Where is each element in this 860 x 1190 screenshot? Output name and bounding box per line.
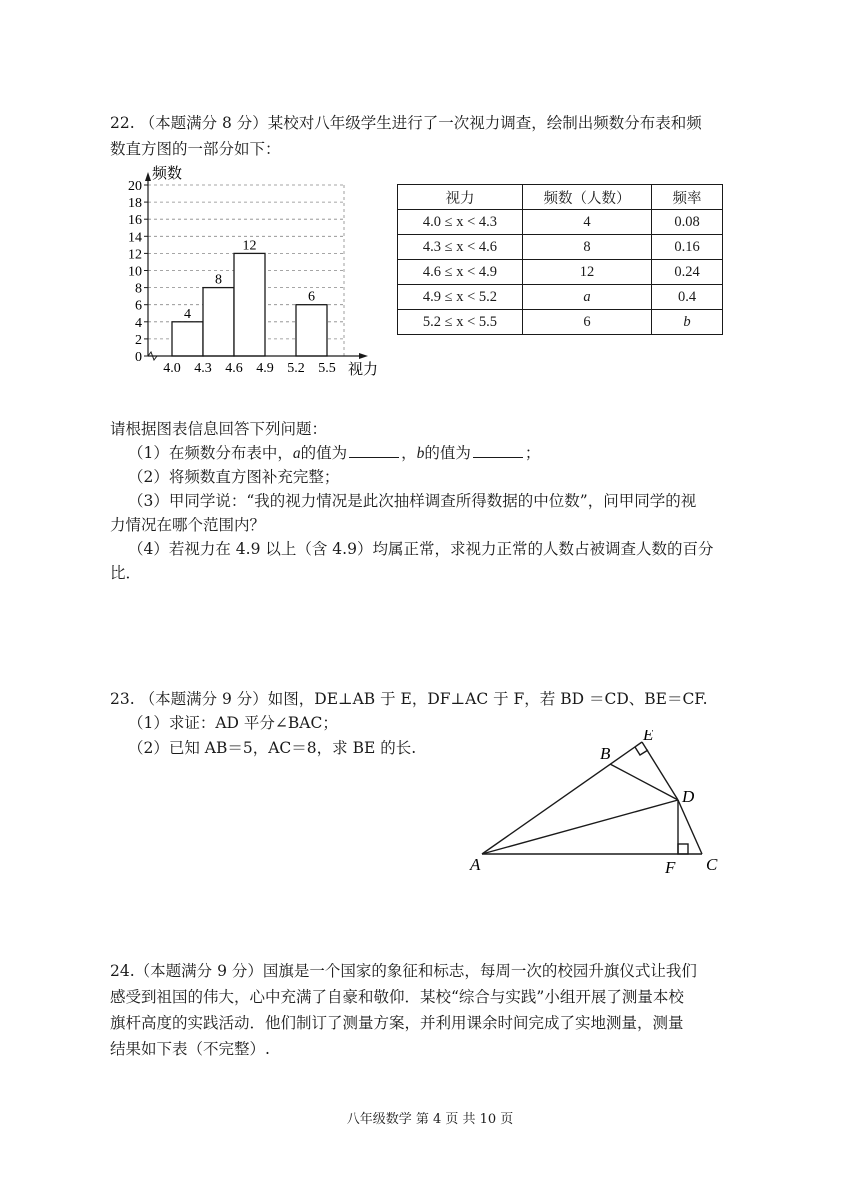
table-cell: a [523, 285, 652, 310]
histogram-bar [234, 253, 265, 356]
geometry-figure [462, 730, 732, 880]
table-cell: 4.3 ≤ x < 4.6 [398, 235, 523, 260]
x-tick-label: 4.9 [256, 361, 274, 376]
q22-line-1: 22. （本题满分 8 分）某校对八年级学生进行了一次视力调查，绘制出频数分布表和频 [110, 114, 702, 132]
q22-part-1-text: 的值为 [300, 444, 348, 462]
y-tick-label: 10 [128, 264, 142, 280]
table-row [398, 285, 723, 310]
variable-a: a [292, 445, 301, 462]
q22-part-1-text: 的值为 [424, 444, 471, 462]
q23-part-1: （1）求证：AD 平分∠BAC； [128, 714, 338, 732]
table-cell: 5.2 ≤ x < 5.5 [398, 310, 523, 335]
table-header-cell: 频率 [652, 185, 723, 210]
q22-part-3-line-1: （3）甲同学说：“我的视力情况是此次抽样调查所得数据的中位数”，问甲同学的视 [128, 492, 697, 510]
table-cell: 4.0 ≤ x < 4.3 [398, 210, 523, 235]
table-cell: 4.6 ≤ x < 4.9 [398, 260, 523, 285]
table-cell: b [652, 310, 723, 335]
histogram-bars [172, 253, 327, 356]
frequency-histogram [110, 160, 400, 390]
table-row [398, 260, 723, 285]
bar-data-label: 8 [215, 272, 222, 288]
x-tick-label: 4.6 [225, 361, 243, 376]
frequency-table [397, 184, 723, 335]
q22-part-1-text: ； [524, 444, 541, 462]
segment-ae [482, 742, 642, 854]
q22-part-4-line-1: （4）若视力在 4.9 以上（含 4.9）均属正常，求视力正常的人数占被调查人数的百分 [128, 540, 714, 558]
point-label-e: E [643, 730, 654, 744]
q22-part-4-line-2: 比． [110, 564, 142, 582]
x-tick-label: 5.2 [287, 361, 305, 376]
histogram-bar [203, 288, 234, 356]
point-label-b: B [600, 744, 611, 763]
x-tick-label: 5.5 [318, 361, 336, 376]
segment-bd [610, 764, 678, 800]
variable-b: b [416, 445, 425, 462]
y-tick-label: 6 [135, 298, 142, 314]
q22-part-2: （2）将频数直方图补充完整； [128, 468, 340, 486]
y-tick-label: 8 [135, 281, 142, 297]
q24-line-2: 感受到祖国的伟大，心中充满了自豪和敬仰．某校“综合与实践”小组开展了测量本校 [110, 988, 684, 1006]
table-cell: 6 [523, 310, 652, 335]
y-tick-label: 18 [128, 196, 142, 212]
point-label-f: F [665, 858, 676, 877]
q24-line-1: 24.（本题满分 9 分）国旗是一个国家的象征和标志，每周一次的校园升旗仪式让我们 [110, 962, 697, 980]
table-cell: 0.16 [652, 235, 723, 260]
y-tick-label: 14 [128, 230, 142, 246]
histogram-x-axis-label: 视力 [348, 362, 379, 378]
x-tick-label: 4.3 [194, 361, 212, 376]
y-tick-label: 20 [128, 179, 142, 194]
q22-prompt: 请根据图表信息回答下列问题： [110, 420, 328, 438]
histogram-y-axis-label: 频数 [152, 166, 183, 182]
y-tick-label: 12 [128, 247, 142, 263]
q23-line-1: 23. （本题满分 9 分）如图，DE⊥AB 于 E，DF⊥AC 于 F，若 BD ＝CD、BE＝CF. [110, 690, 708, 708]
table-header-row [398, 185, 723, 210]
q22-part-3-line-2: 力情况在哪个范围内？ [110, 516, 266, 534]
q24-line-4: 结果如下表（不完整）. [110, 1040, 270, 1058]
y-tick-label: 0 [135, 350, 142, 365]
bar-data-label: 12 [242, 238, 257, 254]
histogram-bar [296, 305, 327, 356]
bar-data-label: 4 [184, 306, 191, 322]
table-cell: 0.4 [652, 285, 723, 310]
q24-line-3: 旗杆高度的实践活动．他们制订了测量方案，并利用课余时间完成了实地测量，测量 [110, 1014, 684, 1032]
y-tick-label: 2 [135, 332, 142, 348]
q22-part-1 [128, 442, 540, 465]
y-tick-label: 4 [135, 315, 142, 331]
segment-ad [482, 800, 678, 854]
answer-blank-b [473, 443, 523, 458]
q22-part-1-text: ， [401, 444, 417, 462]
q23-part-2: （2）已知 AB＝5，AC＝8，求 BE 的长. [128, 739, 417, 757]
page-footer: 八年级数学 第 4 页 共 10 页 [346, 1112, 514, 1127]
histogram-bar [172, 322, 203, 356]
table-row [398, 310, 723, 335]
table-cell: 4.9 ≤ x < 5.2 [398, 285, 523, 310]
x-tick-label: 4.0 [163, 361, 181, 376]
y-tick-label: 16 [128, 213, 142, 229]
q22-part-1-text: （1）在频数分布表中， [128, 444, 293, 462]
answer-blank-a [349, 443, 399, 458]
point-label-d: D [682, 787, 695, 806]
segment-dc [678, 800, 702, 854]
point-label-a: A [470, 855, 481, 874]
point-label-c: C [706, 855, 718, 874]
table-header-cell: 视力 [398, 185, 523, 210]
q22-line-2: 数直方图的一部分如下： [110, 140, 281, 158]
table-header-cell: 频数（人数） [523, 185, 652, 210]
bar-data-label: 6 [308, 289, 315, 305]
table-row [398, 210, 723, 235]
table-cell: 12 [523, 260, 652, 285]
table-cell: 8 [523, 235, 652, 260]
table-cell: 4 [523, 210, 652, 235]
table-cell: 0.24 [652, 260, 723, 285]
table-cell: 0.08 [652, 210, 723, 235]
right-angle-mark-f [678, 844, 688, 854]
table-row [398, 235, 723, 260]
